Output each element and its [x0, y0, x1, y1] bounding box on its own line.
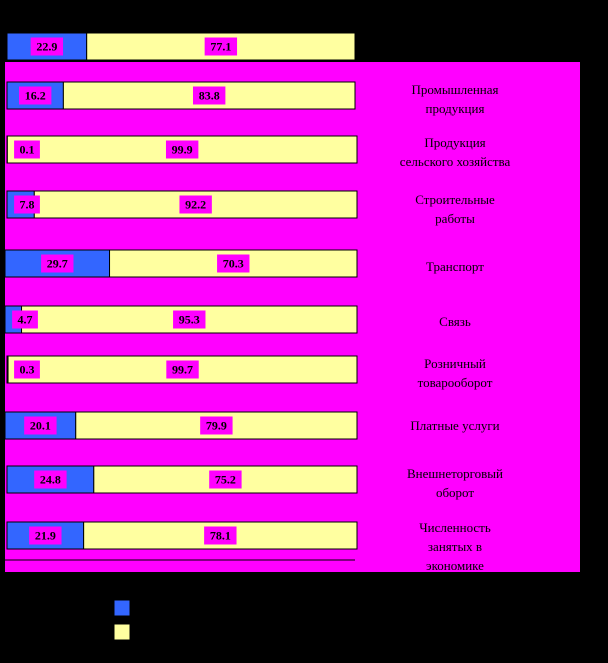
bar-row	[7, 522, 357, 549]
data-label-series-1: 0.3	[19, 362, 35, 377]
data-label-series-1: 21.9	[34, 528, 56, 543]
category-label: оборот	[435, 485, 475, 500]
data-label-series-2: 75.2	[214, 472, 236, 487]
data-label-series-2: 95.3	[178, 312, 200, 327]
data-label-series-2: 77.1	[210, 39, 232, 54]
data-label-series-2: 99.7	[172, 362, 194, 377]
category-label: занятых в	[427, 539, 483, 554]
category-label: Численность	[419, 520, 491, 535]
data-label-series-1: 20.1	[29, 418, 51, 433]
bar-row	[5, 250, 357, 277]
category-label: Платные услуги	[410, 418, 500, 433]
bar-row	[7, 136, 357, 163]
data-label-series-1: 4.7	[17, 312, 33, 327]
category-label: Связь	[439, 314, 471, 329]
category-label: Промышленная	[411, 82, 499, 97]
bar-row	[5, 306, 357, 333]
category-label: товарооборот	[417, 375, 493, 390]
data-label-series-1: 22.9	[36, 39, 58, 54]
bar-row	[7, 82, 355, 109]
bar-row	[7, 466, 357, 493]
legend-swatch-series-1	[114, 600, 130, 616]
category-label: Продукция	[424, 135, 486, 150]
category-label: Транспорт	[426, 259, 484, 274]
category-label: продукция	[425, 101, 485, 116]
legend-swatch-series-2	[114, 624, 130, 640]
data-label-series-1: 0.1	[19, 142, 35, 157]
category-label: сельского хозяйства	[399, 154, 511, 169]
data-label-series-2: 99.9	[171, 142, 193, 157]
bar-row	[5, 412, 357, 439]
bar-row	[7, 191, 357, 218]
bar-row	[7, 33, 355, 60]
category-label: Внешнеторговый	[407, 466, 503, 481]
data-label-series-2: 79.9	[205, 418, 227, 433]
bar-row	[7, 356, 357, 383]
category-label: работы	[435, 211, 475, 226]
data-label-series-2: 83.8	[198, 88, 220, 103]
data-label-series-1: 24.8	[39, 472, 61, 487]
data-label-series-1: 29.7	[46, 256, 68, 271]
data-label-series-2: 78.1	[209, 528, 231, 543]
category-label: экономике	[426, 558, 484, 573]
category-label: Строительные	[415, 192, 495, 207]
category-label: Розничный	[424, 356, 486, 371]
data-label-series-2: 70.3	[222, 256, 244, 271]
data-label-series-1: 16.2	[24, 88, 46, 103]
data-label-series-1: 7.8	[19, 197, 35, 212]
data-label-series-2: 92.2	[185, 197, 207, 212]
